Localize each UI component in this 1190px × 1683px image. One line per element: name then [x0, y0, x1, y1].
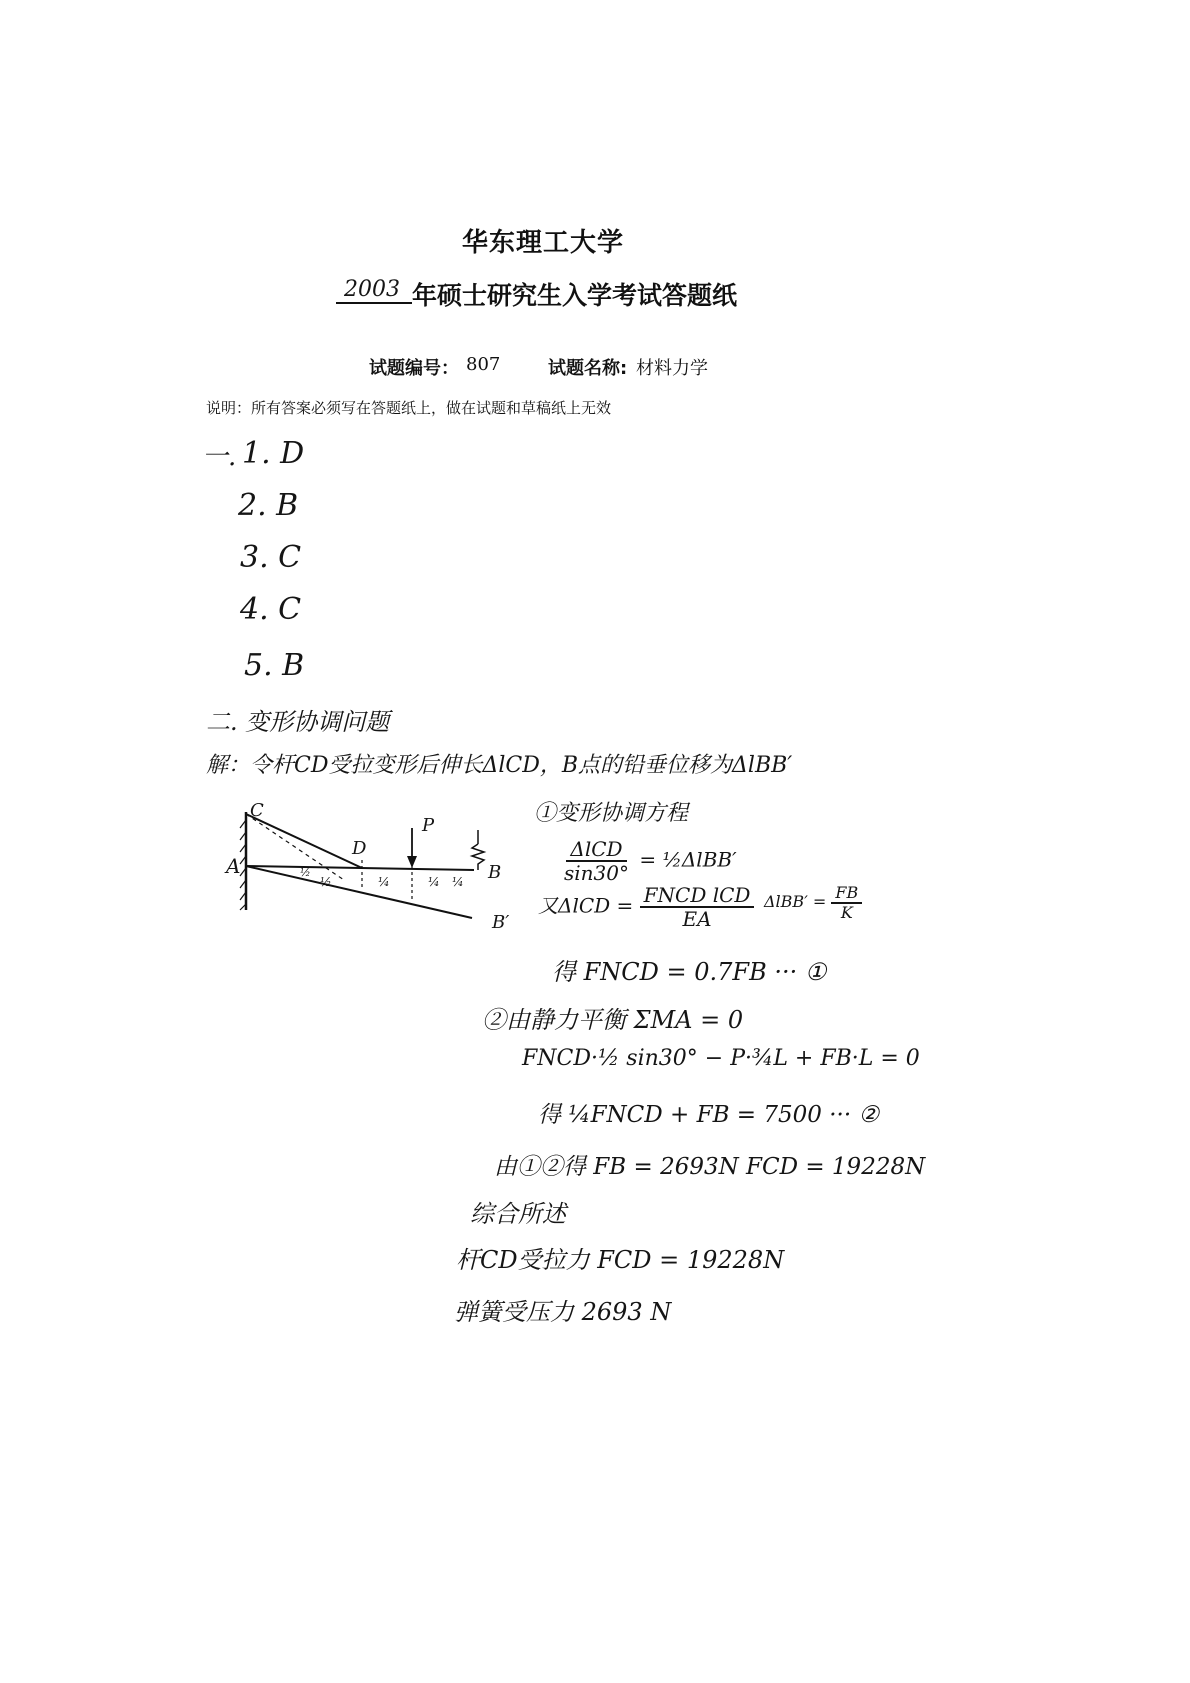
diagram-label-C: C — [250, 800, 264, 821]
diagram-label-A: A — [226, 854, 241, 878]
svg-text:¼: ¼ — [428, 875, 440, 889]
svg-text:¼: ¼ — [378, 875, 390, 889]
result-1: 得 FNCD = 0.7FB ··· ① — [552, 958, 827, 986]
result-3: 由①②得 FB = 2693N FCD = 19228N — [494, 1154, 926, 1180]
step1-title: ①变形协调方程 — [534, 801, 689, 826]
eq2-prefix: 又ΔlCD = — [538, 893, 634, 918]
diagram-label-P: P — [422, 815, 435, 836]
summary-title: 综合所述 — [470, 1200, 566, 1228]
part2-intro: 解：令杆CD受拉变形后伸长ΔlCD，B点的铅垂位移为ΔlBB′ — [206, 753, 793, 778]
university-title: 华东理工大学 — [462, 228, 625, 258]
svg-text:½: ½ — [320, 875, 332, 889]
subject-value: 材料力学 — [636, 358, 708, 379]
diagram-label-D: D — [352, 838, 367, 859]
summary-line-1: 杆CD受拉力 FCD = 19228N — [456, 1246, 785, 1274]
svg-text:½: ½ — [300, 866, 311, 879]
eq3-denominator: K — [840, 902, 853, 922]
subject-label: 试题名称: — [548, 358, 628, 379]
equation-2 — [538, 884, 754, 930]
answer-3: 3. C — [240, 540, 302, 575]
code-label: 试题编号： — [369, 358, 459, 379]
step2-title: ②由静力平衡 ΣMA = 0 — [482, 1006, 744, 1034]
part1-marker: 一. — [202, 442, 237, 472]
eq2-denominator: EA — [682, 907, 712, 931]
equation-3 — [764, 884, 862, 921]
instructions-note: 说明：所有答案必须写在答题纸上，做在试题和草稿纸上无效 — [206, 399, 612, 417]
eq3-numerator: FB — [831, 884, 862, 904]
eq1-denominator: sin30° — [564, 861, 629, 885]
summary-line-2: 弹簧受压力 2693 N — [454, 1298, 672, 1326]
beam-diagram — [216, 800, 526, 940]
eq2-numerator: FNCD lCD — [640, 884, 755, 908]
eq1-rhs: = ½ΔlBB′ — [639, 847, 737, 872]
year-handwritten: 2003 — [344, 277, 400, 302]
exam-title: 年硕士研究生入学考试答题纸 — [412, 281, 738, 310]
result-2: 得 ¼FNCD + FB = 7500 ··· ② — [538, 1102, 880, 1128]
part2-heading: 二. 变形协调问题 — [206, 708, 390, 736]
year-underline — [336, 302, 412, 304]
answer-5: 5. B — [244, 648, 305, 683]
svg-text:¼: ¼ — [452, 875, 464, 889]
answer-1: 1. D — [242, 436, 305, 471]
equation-4: FNCD·½ sin30° − P·¾L + FB·L = 0 — [522, 1046, 920, 1071]
code-value: 807 — [466, 354, 501, 375]
equation-1 — [560, 838, 737, 884]
diagram-label-B: B — [488, 862, 502, 883]
answer-2: 2. B — [238, 488, 299, 523]
eq1-numerator: ΔlCD — [566, 838, 626, 862]
diagram-label-B-prime: B′ — [492, 912, 510, 933]
answer-4: 4. C — [240, 592, 302, 627]
eq3-lhs: ΔlBB′ = — [764, 892, 827, 912]
